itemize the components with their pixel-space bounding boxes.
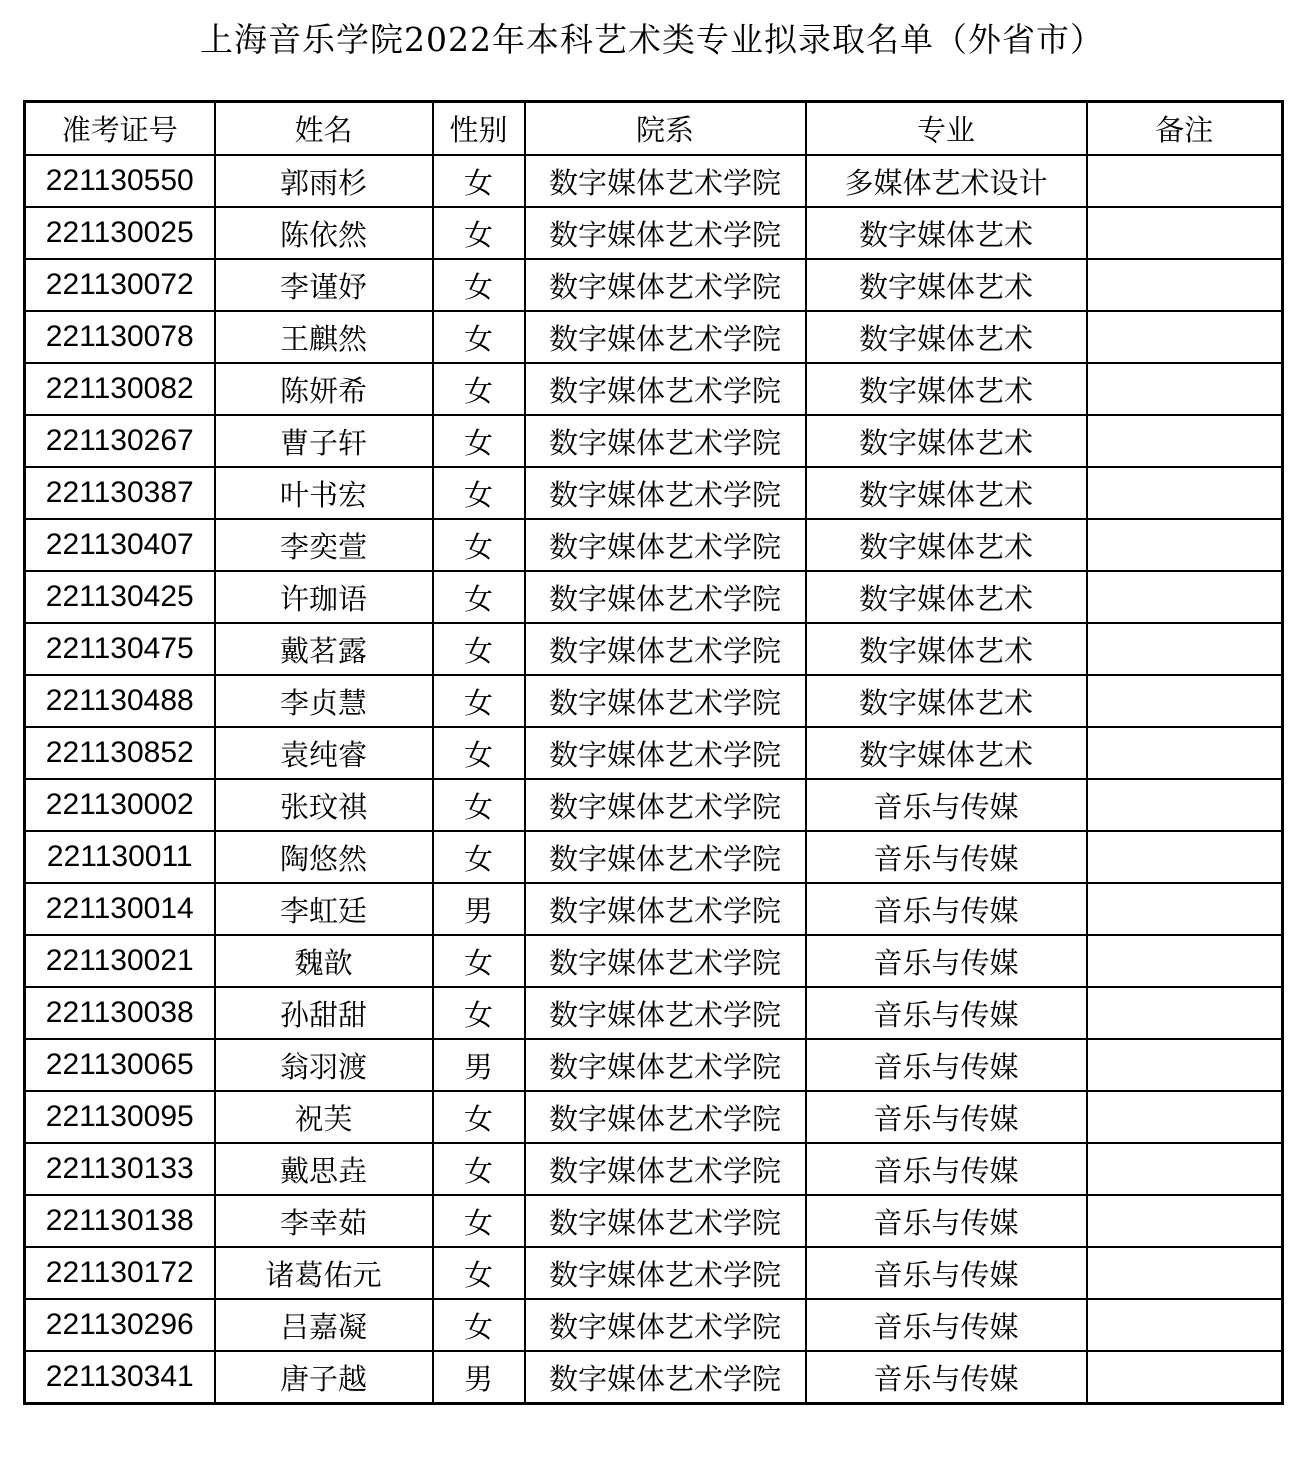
remarks-cell [1087, 1091, 1283, 1143]
department-cell: 数字媒体艺术学院 [525, 571, 806, 623]
name-cell: 许珈语 [215, 571, 433, 623]
department-cell: 数字媒体艺术学院 [525, 623, 806, 675]
major-cell: 数字媒体艺术 [806, 675, 1087, 727]
remarks-cell [1087, 311, 1283, 363]
name-cell: 戴茗露 [215, 623, 433, 675]
exam-id-cell: 221130407 [25, 519, 215, 571]
gender-cell: 女 [433, 831, 525, 883]
name-cell: 李谨妤 [215, 259, 433, 311]
gender-cell: 女 [433, 675, 525, 727]
gender-cell: 男 [433, 1039, 525, 1091]
remarks-cell [1087, 883, 1283, 935]
department-cell: 数字媒体艺术学院 [525, 1299, 806, 1351]
exam-id-cell: 221130133 [25, 1143, 215, 1195]
table-row [25, 207, 1283, 259]
exam-id-cell: 221130852 [25, 727, 215, 779]
gender-cell: 女 [433, 571, 525, 623]
department-cell: 数字媒体艺术学院 [525, 363, 806, 415]
remarks-cell [1087, 1195, 1283, 1247]
header-name: 姓名 [215, 102, 433, 156]
department-cell: 数字媒体艺术学院 [525, 727, 806, 779]
name-cell: 祝芙 [215, 1091, 433, 1143]
department-cell: 数字媒体艺术学院 [525, 1195, 806, 1247]
remarks-cell [1087, 935, 1283, 987]
exam-id-cell: 221130011 [25, 831, 215, 883]
major-cell: 数字媒体艺术 [806, 415, 1087, 467]
gender-cell: 女 [433, 415, 525, 467]
department-cell: 数字媒体艺术学院 [525, 675, 806, 727]
table-row [25, 1091, 1283, 1143]
name-cell: 李幸茹 [215, 1195, 433, 1247]
gender-cell: 女 [433, 779, 525, 831]
department-cell: 数字媒体艺术学院 [525, 1039, 806, 1091]
remarks-cell [1087, 987, 1283, 1039]
remarks-cell [1087, 1039, 1283, 1091]
gender-cell: 女 [433, 1247, 525, 1299]
exam-id-cell: 221130038 [25, 987, 215, 1039]
table-row [25, 155, 1283, 207]
major-cell: 音乐与传媒 [806, 1195, 1087, 1247]
department-cell: 数字媒体艺术学院 [525, 415, 806, 467]
header-gender: 性别 [433, 102, 525, 156]
exam-id-cell: 221130078 [25, 311, 215, 363]
major-cell: 音乐与传媒 [806, 779, 1087, 831]
remarks-cell [1087, 415, 1283, 467]
major-cell: 音乐与传媒 [806, 987, 1087, 1039]
gender-cell: 女 [433, 155, 525, 207]
remarks-cell [1087, 519, 1283, 571]
major-cell: 音乐与传媒 [806, 935, 1087, 987]
remarks-cell [1087, 623, 1283, 675]
name-cell: 孙甜甜 [215, 987, 433, 1039]
exam-id-cell: 221130172 [25, 1247, 215, 1299]
gender-cell: 女 [433, 727, 525, 779]
gender-cell: 男 [433, 883, 525, 935]
table-row [25, 1039, 1283, 1091]
name-cell: 郭雨杉 [215, 155, 433, 207]
department-cell: 数字媒体艺术学院 [525, 831, 806, 883]
table-row [25, 571, 1283, 623]
department-cell: 数字媒体艺术学院 [525, 1091, 806, 1143]
remarks-cell [1087, 1299, 1283, 1351]
department-cell: 数字媒体艺术学院 [525, 1247, 806, 1299]
table-row [25, 1195, 1283, 1247]
gender-cell: 女 [433, 1143, 525, 1195]
major-cell: 音乐与传媒 [806, 1247, 1087, 1299]
name-cell: 叶书宏 [215, 467, 433, 519]
name-cell: 袁纯睿 [215, 727, 433, 779]
major-cell: 数字媒体艺术 [806, 571, 1087, 623]
exam-id-cell: 221130475 [25, 623, 215, 675]
major-cell: 数字媒体艺术 [806, 207, 1087, 259]
remarks-cell [1087, 1351, 1283, 1404]
table-row [25, 1143, 1283, 1195]
major-cell: 音乐与传媒 [806, 1299, 1087, 1351]
remarks-cell [1087, 779, 1283, 831]
name-cell: 陈依然 [215, 207, 433, 259]
gender-cell: 女 [433, 519, 525, 571]
table-row [25, 1351, 1283, 1404]
table-header-row [25, 102, 1283, 156]
department-cell: 数字媒体艺术学院 [525, 259, 806, 311]
exam-id-cell: 221130341 [25, 1351, 215, 1404]
admission-table [23, 100, 1284, 1405]
department-cell: 数字媒体艺术学院 [525, 987, 806, 1039]
table-row [25, 987, 1283, 1039]
department-cell: 数字媒体艺术学院 [525, 1351, 806, 1404]
table-row [25, 1247, 1283, 1299]
exam-id-cell: 221130296 [25, 1299, 215, 1351]
major-cell: 数字媒体艺术 [806, 623, 1087, 675]
department-cell: 数字媒体艺术学院 [525, 207, 806, 259]
header-exam-id: 准考证号 [25, 102, 215, 156]
remarks-cell [1087, 1143, 1283, 1195]
table-row [25, 363, 1283, 415]
table-row [25, 727, 1283, 779]
exam-id-cell: 221130072 [25, 259, 215, 311]
major-cell: 音乐与传媒 [806, 1351, 1087, 1404]
header-remarks: 备注 [1087, 102, 1283, 156]
gender-cell: 女 [433, 311, 525, 363]
table-row [25, 779, 1283, 831]
name-cell: 陈妍希 [215, 363, 433, 415]
name-cell: 唐子越 [215, 1351, 433, 1404]
major-cell: 数字媒体艺术 [806, 467, 1087, 519]
gender-cell: 女 [433, 935, 525, 987]
department-cell: 数字媒体艺术学院 [525, 883, 806, 935]
gender-cell: 女 [433, 1091, 525, 1143]
name-cell: 李奕萱 [215, 519, 433, 571]
exam-id-cell: 221130550 [25, 155, 215, 207]
major-cell: 音乐与传媒 [806, 1143, 1087, 1195]
table-row [25, 623, 1283, 675]
name-cell: 诸葛佑元 [215, 1247, 433, 1299]
gender-cell: 女 [433, 259, 525, 311]
gender-cell: 女 [433, 467, 525, 519]
name-cell: 魏歆 [215, 935, 433, 987]
major-cell: 数字媒体艺术 [806, 519, 1087, 571]
department-cell: 数字媒体艺术学院 [525, 467, 806, 519]
major-cell: 音乐与传媒 [806, 1091, 1087, 1143]
major-cell: 音乐与传媒 [806, 883, 1087, 935]
exam-id-cell: 221130095 [25, 1091, 215, 1143]
gender-cell: 女 [433, 1195, 525, 1247]
gender-cell: 男 [433, 1351, 525, 1404]
major-cell: 数字媒体艺术 [806, 363, 1087, 415]
table-row [25, 935, 1283, 987]
table-row [25, 883, 1283, 935]
exam-id-cell: 221130082 [25, 363, 215, 415]
major-cell: 音乐与传媒 [806, 831, 1087, 883]
major-cell: 数字媒体艺术 [806, 727, 1087, 779]
major-cell: 多媒体艺术设计 [806, 155, 1087, 207]
gender-cell: 女 [433, 363, 525, 415]
name-cell: 李贞慧 [215, 675, 433, 727]
gender-cell: 女 [433, 623, 525, 675]
name-cell: 李虹廷 [215, 883, 433, 935]
table-row [25, 519, 1283, 571]
exam-id-cell: 221130488 [25, 675, 215, 727]
name-cell: 王麒然 [215, 311, 433, 363]
table-row [25, 1299, 1283, 1351]
exam-id-cell: 221130002 [25, 779, 215, 831]
name-cell: 张玟祺 [215, 779, 433, 831]
table-row [25, 467, 1283, 519]
department-cell: 数字媒体艺术学院 [525, 155, 806, 207]
remarks-cell [1087, 467, 1283, 519]
page-title: 上海音乐学院2022年本科艺术类专业拟录取名单（外省市） [200, 20, 1104, 59]
gender-cell: 女 [433, 1299, 525, 1351]
table-row [25, 831, 1283, 883]
name-cell: 陶悠然 [215, 831, 433, 883]
name-cell: 翁羽渡 [215, 1039, 433, 1091]
exam-id-cell: 221130425 [25, 571, 215, 623]
exam-id-cell: 221130267 [25, 415, 215, 467]
remarks-cell [1087, 831, 1283, 883]
table-row [25, 311, 1283, 363]
table-body [25, 155, 1283, 1404]
exam-id-cell: 221130025 [25, 207, 215, 259]
table-row [25, 259, 1283, 311]
name-cell: 戴思垚 [215, 1143, 433, 1195]
header-major: 专业 [806, 102, 1087, 156]
remarks-cell [1087, 675, 1283, 727]
exam-id-cell: 221130014 [25, 883, 215, 935]
department-cell: 数字媒体艺术学院 [525, 935, 806, 987]
exam-id-cell: 221130021 [25, 935, 215, 987]
exam-id-cell: 221130138 [25, 1195, 215, 1247]
gender-cell: 女 [433, 987, 525, 1039]
remarks-cell [1087, 571, 1283, 623]
remarks-cell [1087, 259, 1283, 311]
table-row [25, 415, 1283, 467]
department-cell: 数字媒体艺术学院 [525, 1143, 806, 1195]
name-cell: 曹子轩 [215, 415, 433, 467]
name-cell: 吕嘉凝 [215, 1299, 433, 1351]
gender-cell: 女 [433, 207, 525, 259]
remarks-cell [1087, 207, 1283, 259]
table-row [25, 675, 1283, 727]
department-cell: 数字媒体艺术学院 [525, 519, 806, 571]
department-cell: 数字媒体艺术学院 [525, 779, 806, 831]
exam-id-cell: 221130065 [25, 1039, 215, 1091]
remarks-cell [1087, 1247, 1283, 1299]
major-cell: 音乐与传媒 [806, 1039, 1087, 1091]
header-department: 院系 [525, 102, 806, 156]
remarks-cell [1087, 363, 1283, 415]
remarks-cell [1087, 727, 1283, 779]
major-cell: 数字媒体艺术 [806, 311, 1087, 363]
department-cell: 数字媒体艺术学院 [525, 311, 806, 363]
remarks-cell [1087, 155, 1283, 207]
exam-id-cell: 221130387 [25, 467, 215, 519]
major-cell: 数字媒体艺术 [806, 259, 1087, 311]
